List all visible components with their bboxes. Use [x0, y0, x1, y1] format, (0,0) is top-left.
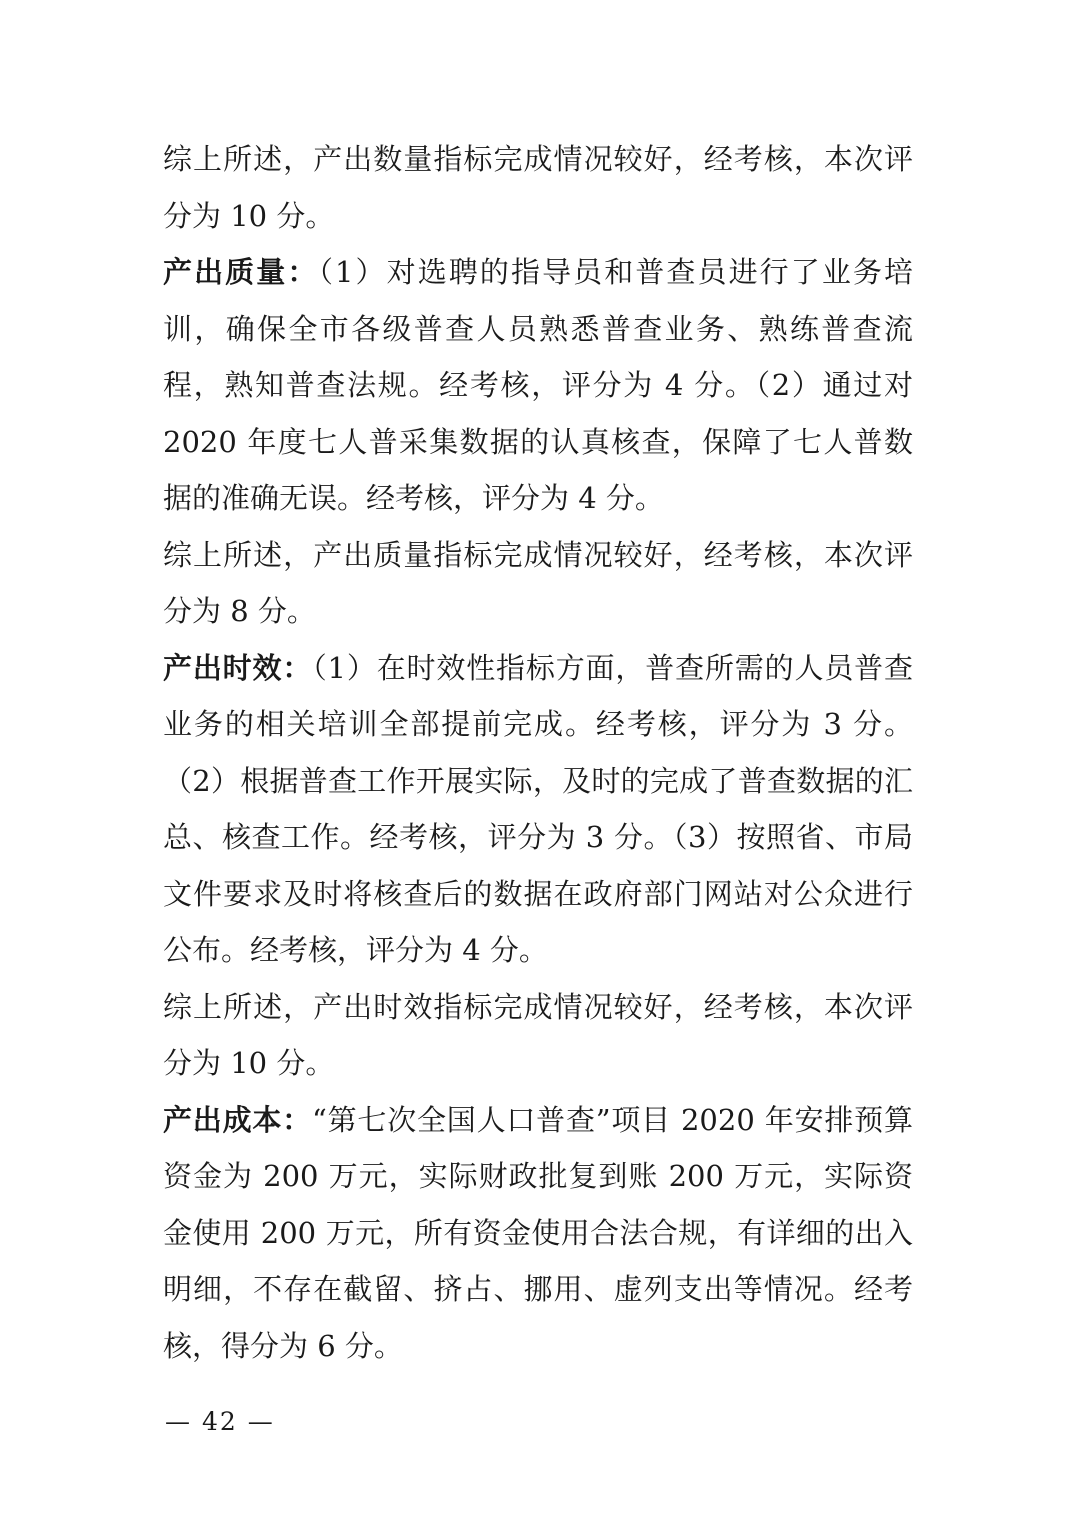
paragraph-text: “第七次全国人口普查”项目 2020 年安排预算资金为 200 万元，实际财政批复到账 200 万元，实际资金使用 200 万元，所有资金使用合法合规，有详细的出入明细，不存在截留、挤占、挪用、虚列支出等情况。经考核，得分为 6 分。	[163, 1102, 913, 1363]
paragraph-heading: 产出成本：	[163, 1102, 312, 1137]
document-body	[163, 131, 913, 1374]
summary-quality-paragraph	[163, 527, 913, 640]
paragraph-text: （1）对选聘的指导员和普查员进行了业务培训，确保全市各级普查人员熟悉普查业务、熟练普查流程，熟知普查法规。经考核，评分为 4 分。（2）通过对 2020 年度七人普采集数据的认真核查，保障了七人普数据的准确无误。经考核，评分为 4 分。	[163, 255, 913, 515]
paragraph-heading: 产出时效：	[163, 650, 313, 685]
output-quality-paragraph	[163, 244, 913, 527]
summary-timeliness-paragraph	[163, 979, 913, 1092]
output-cost-paragraph	[163, 1092, 913, 1375]
summary-quantity-paragraph	[163, 131, 913, 244]
paragraph-text: 综上所述，产出时效指标完成情况较好，经考核，本次评分为 10 分。	[163, 989, 913, 1080]
output-timeliness-paragraph	[163, 640, 913, 979]
paragraph-text: 综上所述，产出质量指标完成情况较好，经考核，本次评分为 8 分。	[163, 537, 913, 628]
paragraph-heading: 产出质量：	[163, 255, 319, 289]
paragraph-text: 综上所述，产出数量指标完成情况较好，经考核，本次评分为 10 分。	[163, 142, 913, 233]
paragraph-text: （1）在时效性指标方面，普查所需的人员普查业务的相关培训全部提前完成。经考核，评分为 3 分。（2）根据普查工作开展实际，及时的完成了普查数据的汇总、核查工作。经考核，评分为 3 分。（3）按照省、市局文件要求及时将核查后的数据在政府部门网站对公众进行公布。经考核，评分为 4 分。	[163, 650, 913, 967]
page-number: — 42 —	[165, 1407, 275, 1436]
